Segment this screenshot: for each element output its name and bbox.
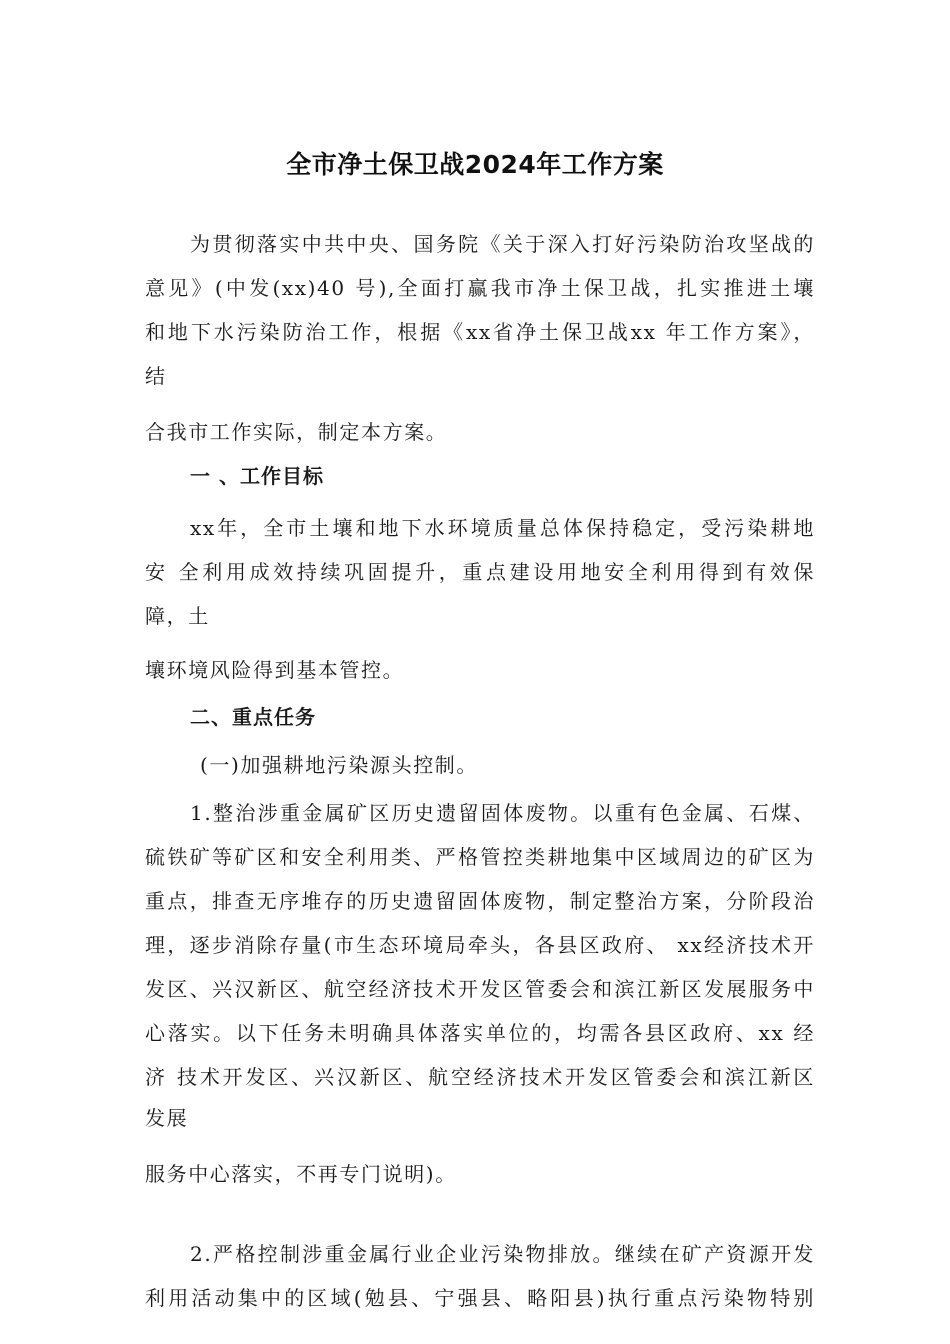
paragraph-intro-line-1: 为贯彻落实中共中央、国务院《关于深入打好污染防治攻坚战的 [190, 232, 815, 256]
subsection-heading-1: (一)加强耕地污染源头控制。 [200, 753, 479, 777]
document-title: 全市净土保卫战2024年工作方案 [286, 150, 664, 179]
paragraph-task1-line-8: 发展 [145, 1106, 189, 1130]
paragraph-task1-line-1: 1.整治涉重金属矿区历史遗留固体废物。以重有色金属、石煤、 [190, 801, 815, 825]
paragraph-intro-line-4: 结 [145, 364, 167, 388]
paragraph-task1-line-6: 心落实。以下任务未明确具体落实单位的，均需各县区政府、xx 经 [145, 1021, 815, 1045]
section-heading-tasks: 二、重点任务 [190, 705, 316, 729]
paragraph-task1-line-5: 发区、兴汉新区、航空经济技术开发区管委会和滨江新区发展服务中 [145, 977, 815, 1001]
paragraph-goals-line-1: xx年，全市土壤和地下水环境质量总体保持稳定，受污染耕地 [190, 516, 815, 540]
paragraph-task1-line-9: 服务中心落实，不再专门说明)。 [145, 1162, 457, 1186]
paragraph-task1-line-7: 济 技术开发区、兴汉新区、航空经济技术开发区管委会和滨江新区 [145, 1065, 815, 1089]
paragraph-goals-line-4: 壤环境风险得到基本管控。 [145, 658, 405, 682]
paragraph-intro-line-5: 合我市工作实际，制定本方案。 [145, 420, 448, 444]
paragraph-intro-line-3: 和地下水污染防治工作，根据《xx省净土保卫战xx 年工作方案》， [145, 320, 815, 344]
paragraph-task1-line-3: 重点，排查无序堆存的历史遗留固体废物，制定整治方案，分阶段治 [145, 889, 815, 913]
paragraph-task1-line-2: 硫铁矿等矿区和安全利用类、严格管控类耕地集中区域周边的矿区为 [145, 845, 815, 869]
section-heading-goals: 一 、工作目标 [190, 464, 324, 488]
paragraph-task2-line-2: 利用活动集中的区域(勉县、宁强县、略阳县)执行重点污染物特别 [145, 1286, 815, 1310]
paragraph-intro-line-2: 意见》(中发(xx)40 号),全面打赢我市净土保卫战，扎实推进土壤 [145, 276, 815, 300]
paragraph-goals-line-2: 安 全利用成效持续巩固提升，重点建设用地安全利用得到有效保 [145, 560, 815, 584]
paragraph-task1-line-4: 理，逐步消除存量(市生态环境局牵头，各县区政府、 xx经济技术开 [145, 933, 815, 957]
paragraph-task2-line-1: 2.严格控制涉重金属行业企业污染物排放。继续在矿产资源开发 [190, 1242, 815, 1266]
paragraph-goals-line-3: 障，土 [145, 604, 210, 628]
